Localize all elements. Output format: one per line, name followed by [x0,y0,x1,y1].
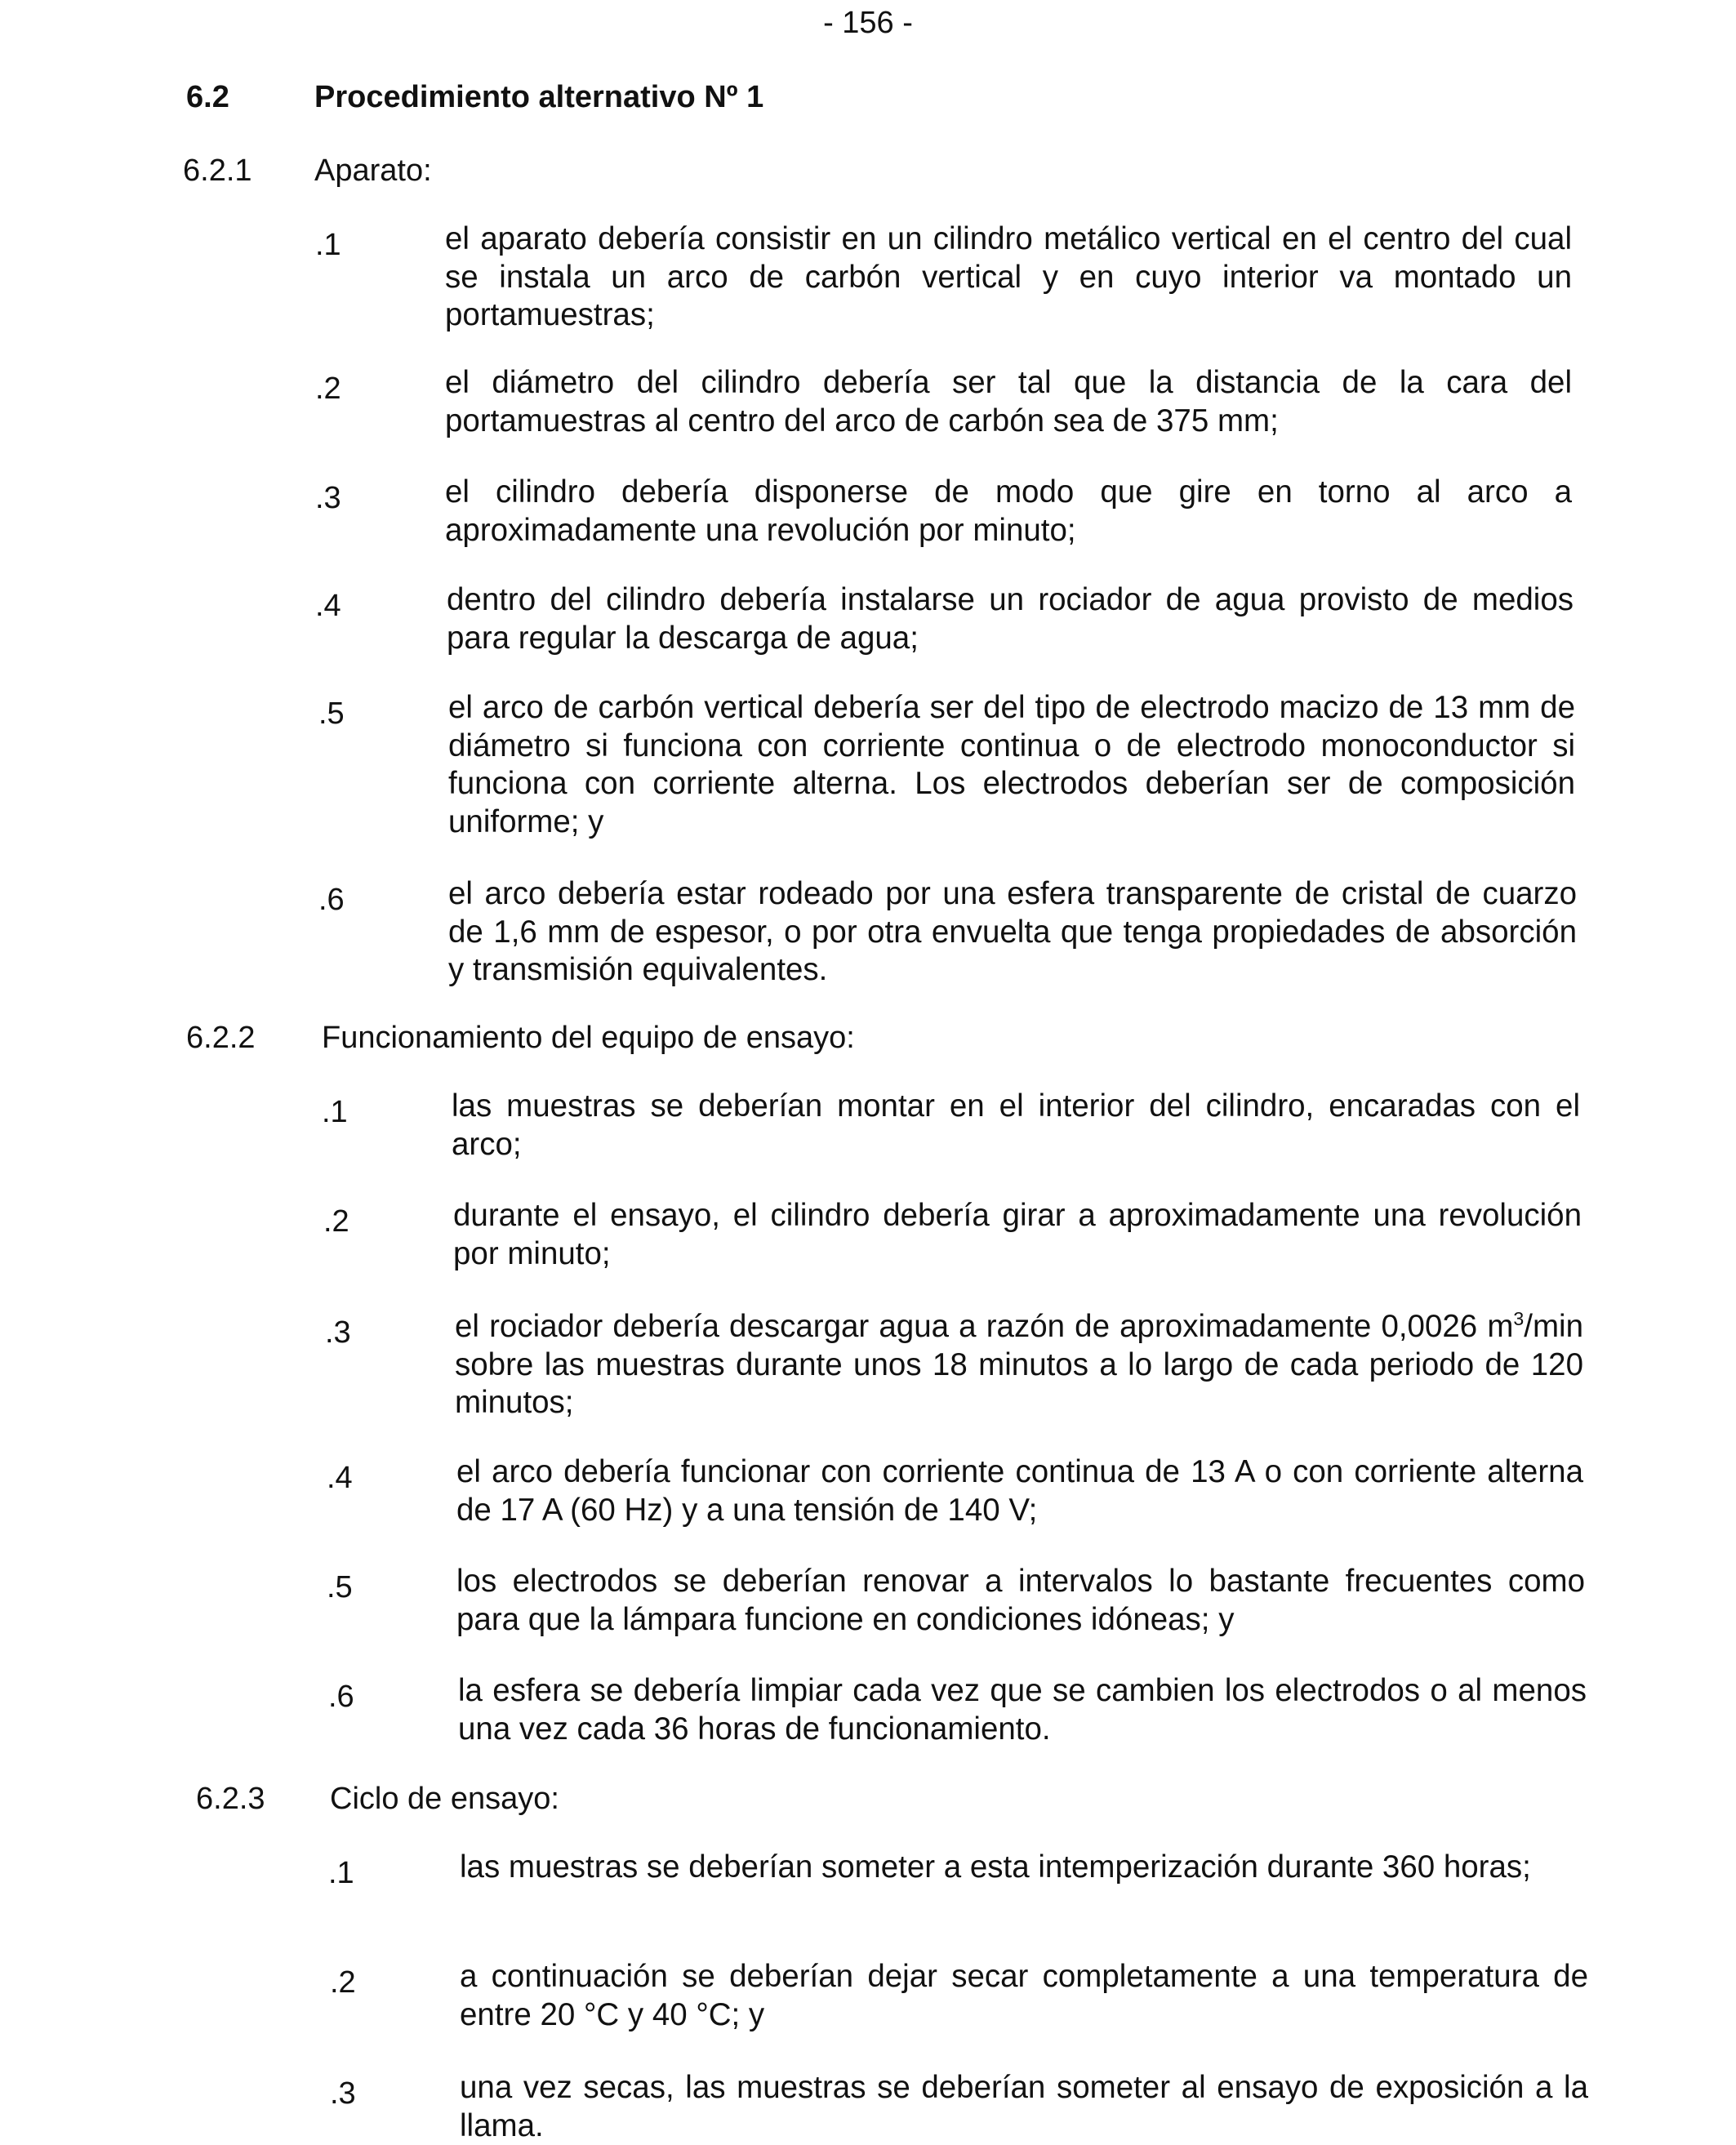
list-item-text: las muestras se deberían someter a esta intemperización durante 360 horas; [460,1849,1531,1885]
list-item-number: .3 [325,1315,351,1350]
list-item-text: el diámetro del cilindro debería ser tal que la distancia de la cara del portamuestras al centro del arco de carbón sea de 375 mm; [445,365,1572,438]
list-item-text: los electrodos se deberían renovar a intervalos lo bastante frecuentes como para que la lámpara funcione en condiciones idóneas; y [456,1564,1585,1637]
list-item-number: .1 [328,1856,354,1890]
list-item-number: .1 [322,1095,348,1129]
subsection-number-6-2-2: 6.2.2 [186,1021,256,1055]
list-item-number: .4 [315,589,341,623]
list-item-text [455,1308,1583,1422]
list-item-number: .5 [327,1570,353,1604]
list-item-number: .6 [318,883,345,917]
list-item-text: durante el ensayo, el cilindro debería girar a aproximadamente una revolución por minuto; [453,1198,1582,1271]
list-item-text: la esfera se debería limpiar cada vez que se cambien los electrodos o al menos una vez cada 36 horas de funcionamiento. [458,1673,1587,1747]
list-item-text: las muestras se deberían montar en el interior del cilindro, encaradas con el arco; [452,1088,1580,1162]
superscript-exponent: 3 [1513,1308,1525,1330]
list-item-text: el arco debería estar rodeado por una esfera transparente de cristal de cuarzo de 1,6 mm de espesor, o por otra envuelta que tenga propiedades de absorción y transmisión equivalentes. [448,876,1577,987]
subsection-number-6-2-1: 6.2.1 [183,154,252,188]
list-item-text: una vez secas, las muestras se deberían someter al ensayo de exposición a la llama. [460,2070,1588,2143]
subsection-number-6-2-3: 6.2.3 [196,1782,265,1816]
list-item-text: el arco de carbón vertical debería ser del tipo de electrodo macizo de 13 mm de diámetro si funciona con corriente continua o de electrodo monoconductor si funciona con corriente alterna. Los electrodos deberían ser de composición uniforme; y [448,690,1575,839]
list-item-text-part: el rociador debería descargar agua a razón de aproximadamente 0,0026 m [455,1309,1514,1344]
list-item-text-part: /min sobre las muestras durante unos 18 minutos a lo largo de cada periodo de 120 minutos; [455,1309,1583,1420]
page-number: - 156 - [823,6,913,40]
list-item-text: el arco debería funcionar con corriente continua de 13 A o con corriente alterna de 17 A (60 Hz) y a una tensión de 140 V; [456,1454,1583,1528]
list-item-text: dentro del cilindro debería instalarse un rociador de agua provisto de medios para regular la descarga de agua; [447,582,1574,656]
subsection-title-6-2-2: Funcionamiento del equipo de ensayo: [322,1021,855,1055]
list-item-number: .1 [315,228,341,262]
list-item-number: .3 [330,2076,356,2111]
subsection-title-6-2-1: Aparato: [314,154,432,188]
list-item-number: .2 [315,372,341,406]
list-item-number: .5 [318,696,345,731]
list-item-number: .2 [330,1965,356,2000]
section-title: Procedimiento alternativo Nº 1 [314,80,764,114]
list-item-text: el cilindro debería disponerse de modo que gire en torno al arco a aproximadamente una revolución por minuto; [445,474,1572,548]
section-number: 6.2 [186,80,229,114]
list-item-text: a continuación se deberían dejar secar completamente a una temperatura de entre 20 °C y 40 °C; y [460,1959,1588,2032]
subsection-title-6-2-3: Ciclo de ensayo: [330,1782,559,1816]
list-item-number: .3 [315,481,341,515]
list-item-number: .2 [323,1204,349,1239]
list-item-number: .6 [328,1680,354,1714]
list-item-number: .4 [327,1461,353,1495]
list-item-text: el aparato debería consistir en un cilindro metálico vertical en el centro del cual se instala un arco de carbón vertical y en cuyo interior va montado un portamuestras; [445,221,1572,332]
